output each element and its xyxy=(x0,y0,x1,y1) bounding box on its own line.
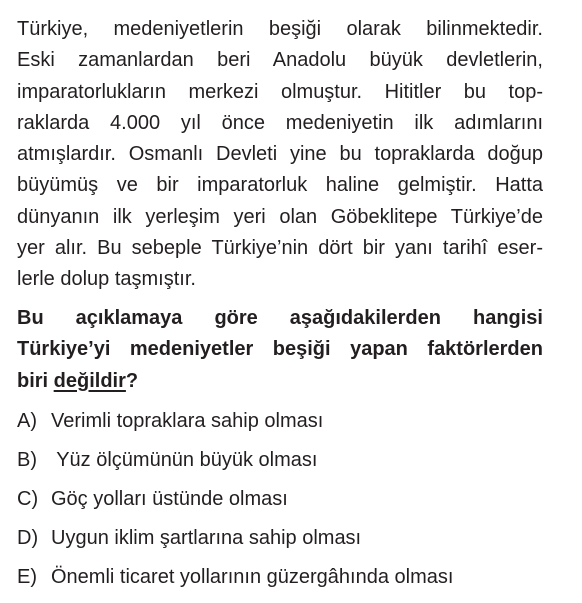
option-text: Yüz ölçümünün büyük olması xyxy=(51,449,318,471)
passage-line: imparatorlukların merkezi olmuştur. Hititler bu top- xyxy=(17,80,543,103)
negation-word: değildir xyxy=(53,369,126,392)
passage-line: lerle dolup taşmıştır. xyxy=(17,268,196,291)
option-letter: C) xyxy=(17,488,39,510)
passage-line: dünyanın ilk yerleşim yeri olan Göbeklitepe Türkiye’de xyxy=(17,205,543,228)
option-text: Uygun iklim şartlarına sahip olması xyxy=(51,527,362,549)
passage-text xyxy=(17,14,543,296)
option-d[interactable] xyxy=(17,519,453,558)
passage-line: raklarda 4.000 yıl önce medeniyetin ilk adımlarını xyxy=(17,111,543,134)
question-line xyxy=(17,366,543,397)
question-prefix: biri xyxy=(17,369,54,392)
passage-line: büyümüş ve bir imparatorluk haline gelmiştir. Hatta xyxy=(17,174,543,197)
option-text: Verimli topraklara sahip olması xyxy=(51,410,324,432)
option-c[interactable] xyxy=(17,480,453,519)
option-letter: D) xyxy=(17,527,39,549)
option-letter: B) xyxy=(17,449,37,471)
passage-line: Eski zamanlardan beri Anadolu büyük devletlerin, xyxy=(17,49,543,72)
question-line: Bu açıklamaya göre aşağıdakilerden hangisi xyxy=(17,307,543,329)
passage-line: Türkiye, medeniyetlerin beşiği olarak bilinmektedir. xyxy=(17,18,543,40)
question-line: Türkiye’yi medeniyetler beşiği yapan faktörlerden xyxy=(17,338,543,361)
option-text: Göç yolları üstünde olması xyxy=(51,488,288,510)
passage-line: yer alır. Bu sebeple Türkiye’nin dört bir yanı tarihî eser- xyxy=(17,237,543,260)
question-stem xyxy=(17,303,543,397)
option-b[interactable] xyxy=(17,441,453,480)
option-e[interactable] xyxy=(17,558,453,597)
option-a[interactable] xyxy=(17,402,453,441)
option-text: Önemli ticaret yollarının güzergâhında olması xyxy=(51,566,454,588)
option-letter: A) xyxy=(17,410,37,432)
question-mark: ? xyxy=(125,369,139,392)
answer-options xyxy=(17,402,453,597)
option-letter: E) xyxy=(17,566,37,588)
passage-line: atmışlardır. Osmanlı Devleti yine bu topraklarda doğup xyxy=(17,143,543,166)
